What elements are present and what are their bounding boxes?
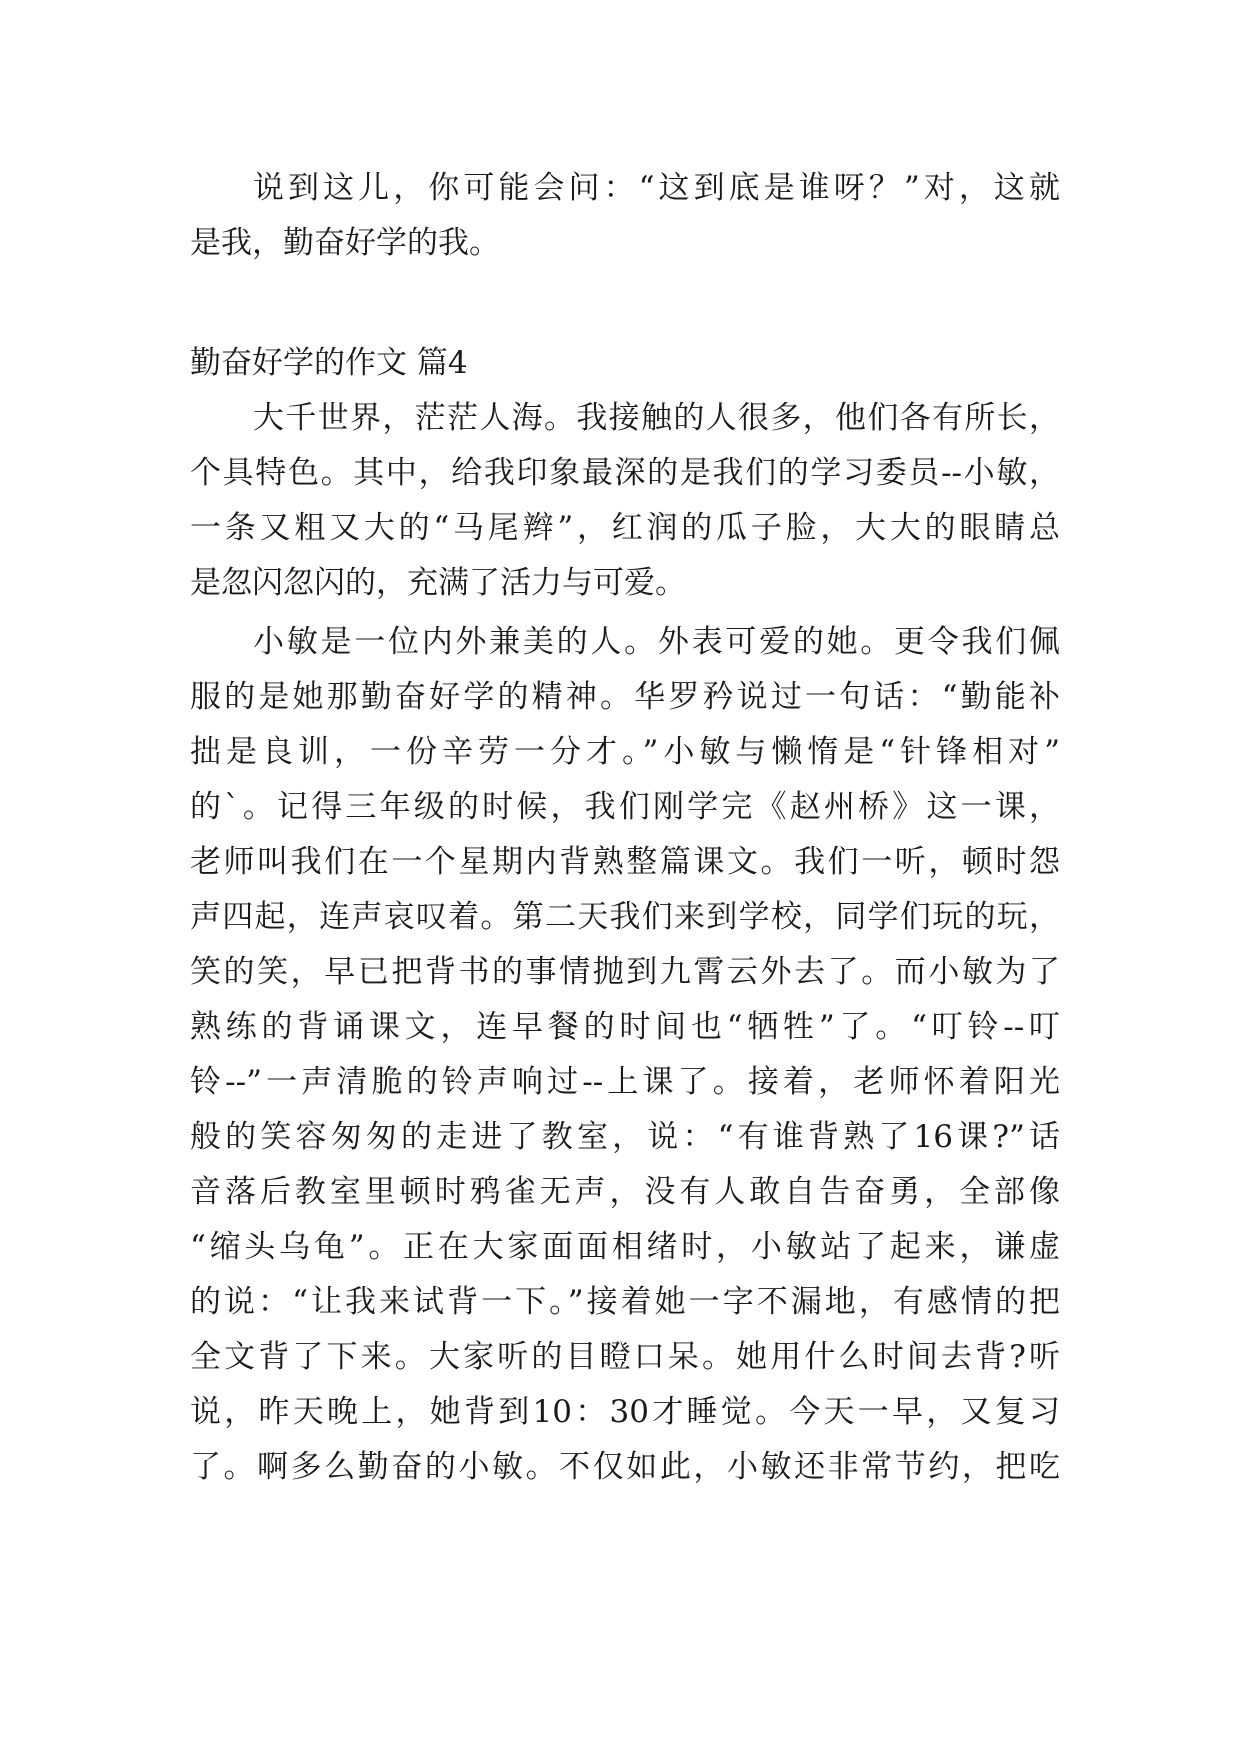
text-line: “缩头乌龟”。正在大家面面相绪时，小敏站了起来，谦虚 [190, 1229, 1060, 1265]
text-line: 了。啊多么勤奋的小敏。不仅如此，小敏还非常节约，把吃 [190, 1449, 1060, 1485]
section-heading: 勤奋好学的作文 篇4 [190, 345, 468, 381]
text-line: 说，昨天晚上，她背到10：30才睡觉。今天一早，又复习 [190, 1394, 1060, 1430]
text-line: 音落后教室里顿时鸦雀无声，没有人敢自告奋勇，全部像 [190, 1174, 1060, 1210]
text-line: 铃--”一声清脆的铃声响过--上课了。接着，老师怀着阳光 [190, 1064, 1060, 1100]
text-line: 大千世界，茫茫人海。我接触的人很多，他们各有所长， [253, 400, 1060, 436]
text-line: 是我，勤奋好学的我。 [190, 225, 500, 261]
text-line: 熟练的背诵课文，连早餐的时间也“牺牲”了。“叮铃--叮 [190, 1009, 1060, 1045]
text-line: 一条又粗又大的“马尾辫”，红润的瓜子脸，大大的眼睛总 [190, 510, 1060, 546]
text-line: 个具特色。其中，给我印象最深的是我们的学习委员--小敏， [190, 455, 1060, 491]
text-line: 声四起，连声哀叹着。第二天我们来到学校，同学们玩的玩， [190, 899, 1060, 935]
text-line: 老师叫我们在一个星期内背熟整篇课文。我们一听，顿时怨 [190, 844, 1060, 880]
text-line: 的`。记得三年级的时候，我们刚学完《赵州桥》这一课， [190, 789, 1060, 825]
text-line: 小敏是一位内外兼美的人。外表可爱的她。更令我们佩 [253, 624, 1060, 660]
text-line: 服的是她那勤奋好学的精神。华罗矜说过一句话：“勤能补 [190, 679, 1060, 715]
text-line: 说到这儿，你可能会问：“这到底是谁呀？”对，这就 [253, 170, 1060, 206]
text-line: 是忽闪忽闪的，充满了活力与可爱。 [190, 565, 686, 601]
text-line: 般的笑容匆匆的走进了教室，说：“有谁背熟了16课?”话 [190, 1119, 1060, 1155]
text-line: 的说：“让我来试背一下。”接着她一字不漏地，有感情的把 [190, 1284, 1060, 1320]
text-line: 全文背了下来。大家听的目瞪口呆。她用什么时间去背?听 [190, 1339, 1060, 1375]
text-line: 笑的笑，早已把背书的事情抛到九霄云外去了。而小敏为了 [190, 954, 1060, 990]
text-line: 拙是良训，一份辛劳一分才。”小敏与懒惰是“针锋相对” [190, 734, 1060, 770]
